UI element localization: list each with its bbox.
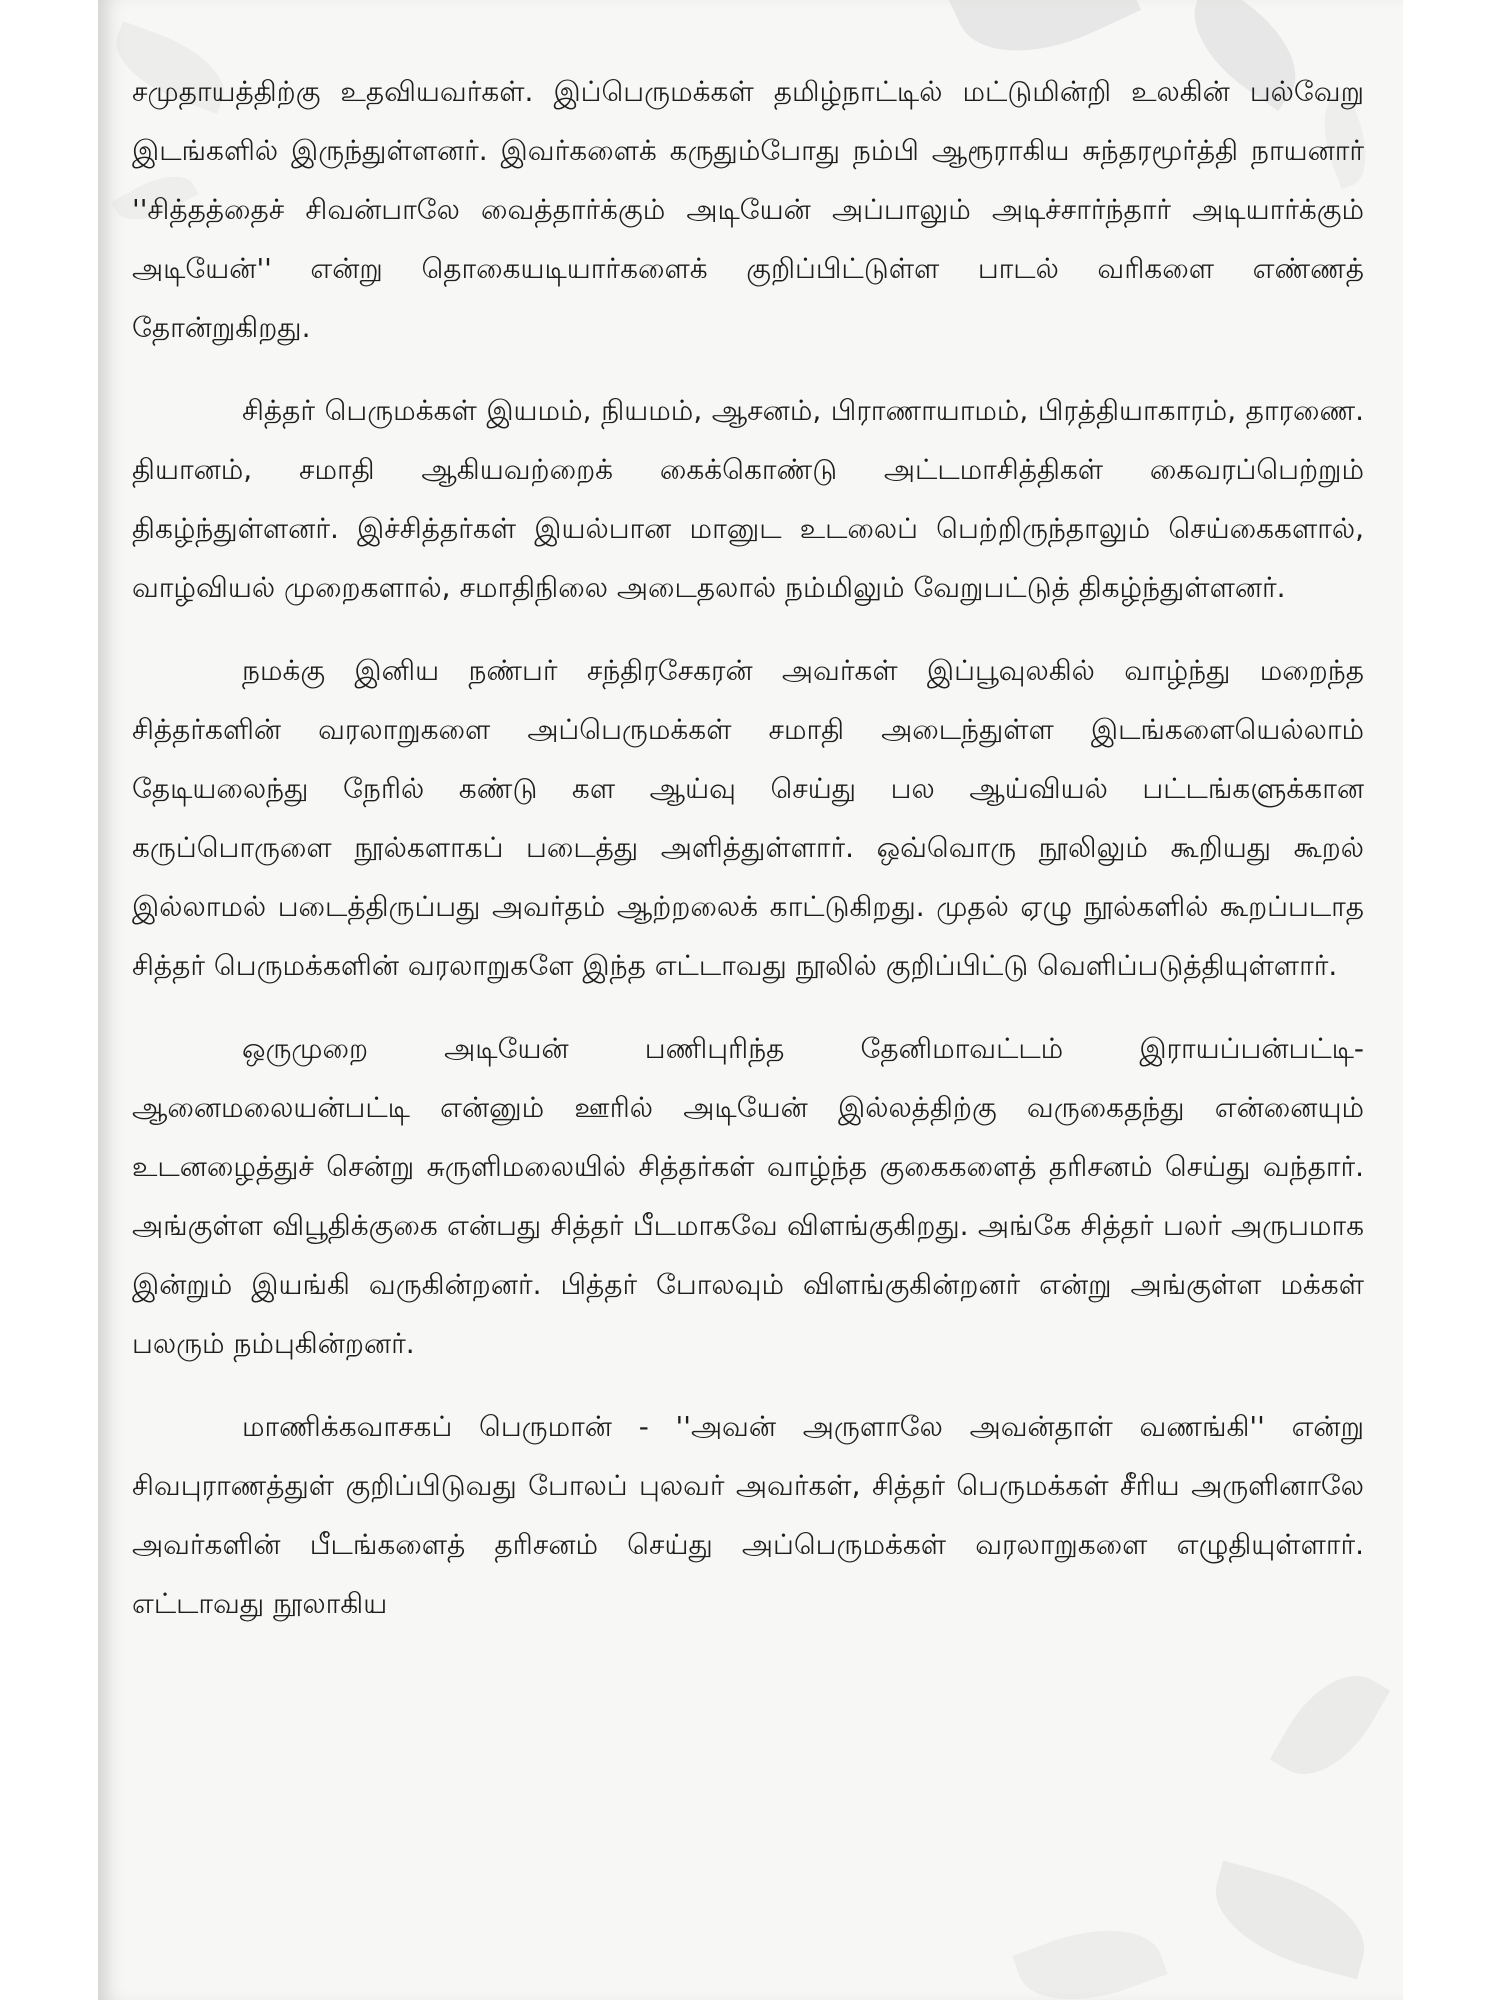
paragraph: சித்தர் பெருமக்கள் இயமம், நியமம், ஆசனம், பிராணாயாமம், பிரத்தியாகாரம், தாரணை. தியானம், சமாதி ஆகியவற்றைக் கைக்கொண்டு அட்டமாசித்திகள் கைவரப்பெற்றும் திகழ்ந்துள்ளனர். இச்சித்தர்கள் இயல்பான மானுட உடலைப் பெற்றிருந்தாலும் செய்கைகளால், வாழ்வியல் முறைகளால், சமாதிநிலை அடைதலால் நம்மிலும் வேறுபட்டுத் திகழ்ந்துள்ளனர். — [132, 394, 1364, 604]
paragraph: நமக்கு இனிய நண்பர் சந்திரசேகரன் அவர்கள் இப்பூவுலகில் வாழ்ந்து மறைந்த சித்தர்களின் வரலாறுகளை அப்பெருமக்கள் சமாதி அடைந்துள்ள இடங்களையெல்லாம் தேடியலைந்து நேரில் கண்டு கள ஆய்வு செய்து பல ஆய்வியல் பட்டங்களுக்கான கருப்பொருளை நூல்களாகப் படைத்து அளித்துள்ளார். ஒவ்வொரு நூலிலும் கூறியது கூறல் இல்லாமல் படைத்திருப்பது அவர்தம் ஆற்றலைக் காட்டுகிறது. முதல் ஏழு நூல்களில் கூறப்படாத சித்தர் பெருமக்களின் வரலாறுகளே இந்த எட்டாவது நூலில் குறிப்பிட்டு வெளிப்படுத்தியுள்ளார். — [132, 654, 1364, 982]
paragraph: மாணிக்கவாசகப் பெருமான் - ''அவன் அருளாலே அவன்தாள் வணங்கி'' என்று சிவபுராணத்துள் குறிப்பிடுவது போலப் புலவர் அவர்கள், சித்தர் பெருமக்கள் சீரிய அருளினாலே அவர்களின் பீடங்களைத் தரிசனம் செய்து அப்பெருமக்கள் வரலாறுகளை எழுதியுள்ளார். எட்டாவது நூலாகிய — [132, 1410, 1364, 1620]
paragraph: சமுதாயத்திற்கு உதவியவர்கள். இப்பெருமக்கள் தமிழ்நாட்டில் மட்டுமின்றி உலகின் பல்வேறு இடங்களில் இருந்துள்ளனர். இவர்களைக் கருதும்போது நம்பி ஆரூராகிய சுந்தரமூர்த்தி நாயனார் ''சித்தத்தைச் சிவன்பாலே வைத்தார்க்கும் அடியேன் அப்பாலும் அடிச்சார்ந்தார் அடியார்க்கும் அடியேன்'' என்று தொகையடியார்களைக் குறிப்பிட்டுள்ள பாடல் வரிகளை எண்ணத் தோன்றுகிறது. — [132, 75, 1364, 344]
paragraph: ஒருமுறை அடியேன் பணிபுரிந்த தேனிமாவட்டம் இராயப்பன்பட்டி-ஆனைமலையன்பட்டி என்னும் ஊரில் அடியேன் இல்லத்திற்கு வருகைதந்து என்னையும் உடனழைத்துச் சென்று சுருளிமலையில் சித்தர்கள் வாழ்ந்த குகைகளைத் தரிசனம் செய்து வந்தார். அங்குள்ள விபூதிக்குகை என்பது சித்தர் பீடமாகவே விளங்குகிறது. அங்கே சித்தர் பலர் அருபமாக இன்றும் இயங்கி வருகின்றனர். பித்தர் போலவும் விளங்குகின்றனர் என்று அங்குள்ள மக்கள் பலரும் நம்புகின்றனர். — [132, 1032, 1364, 1360]
body-text — [132, 62, 1364, 1657]
